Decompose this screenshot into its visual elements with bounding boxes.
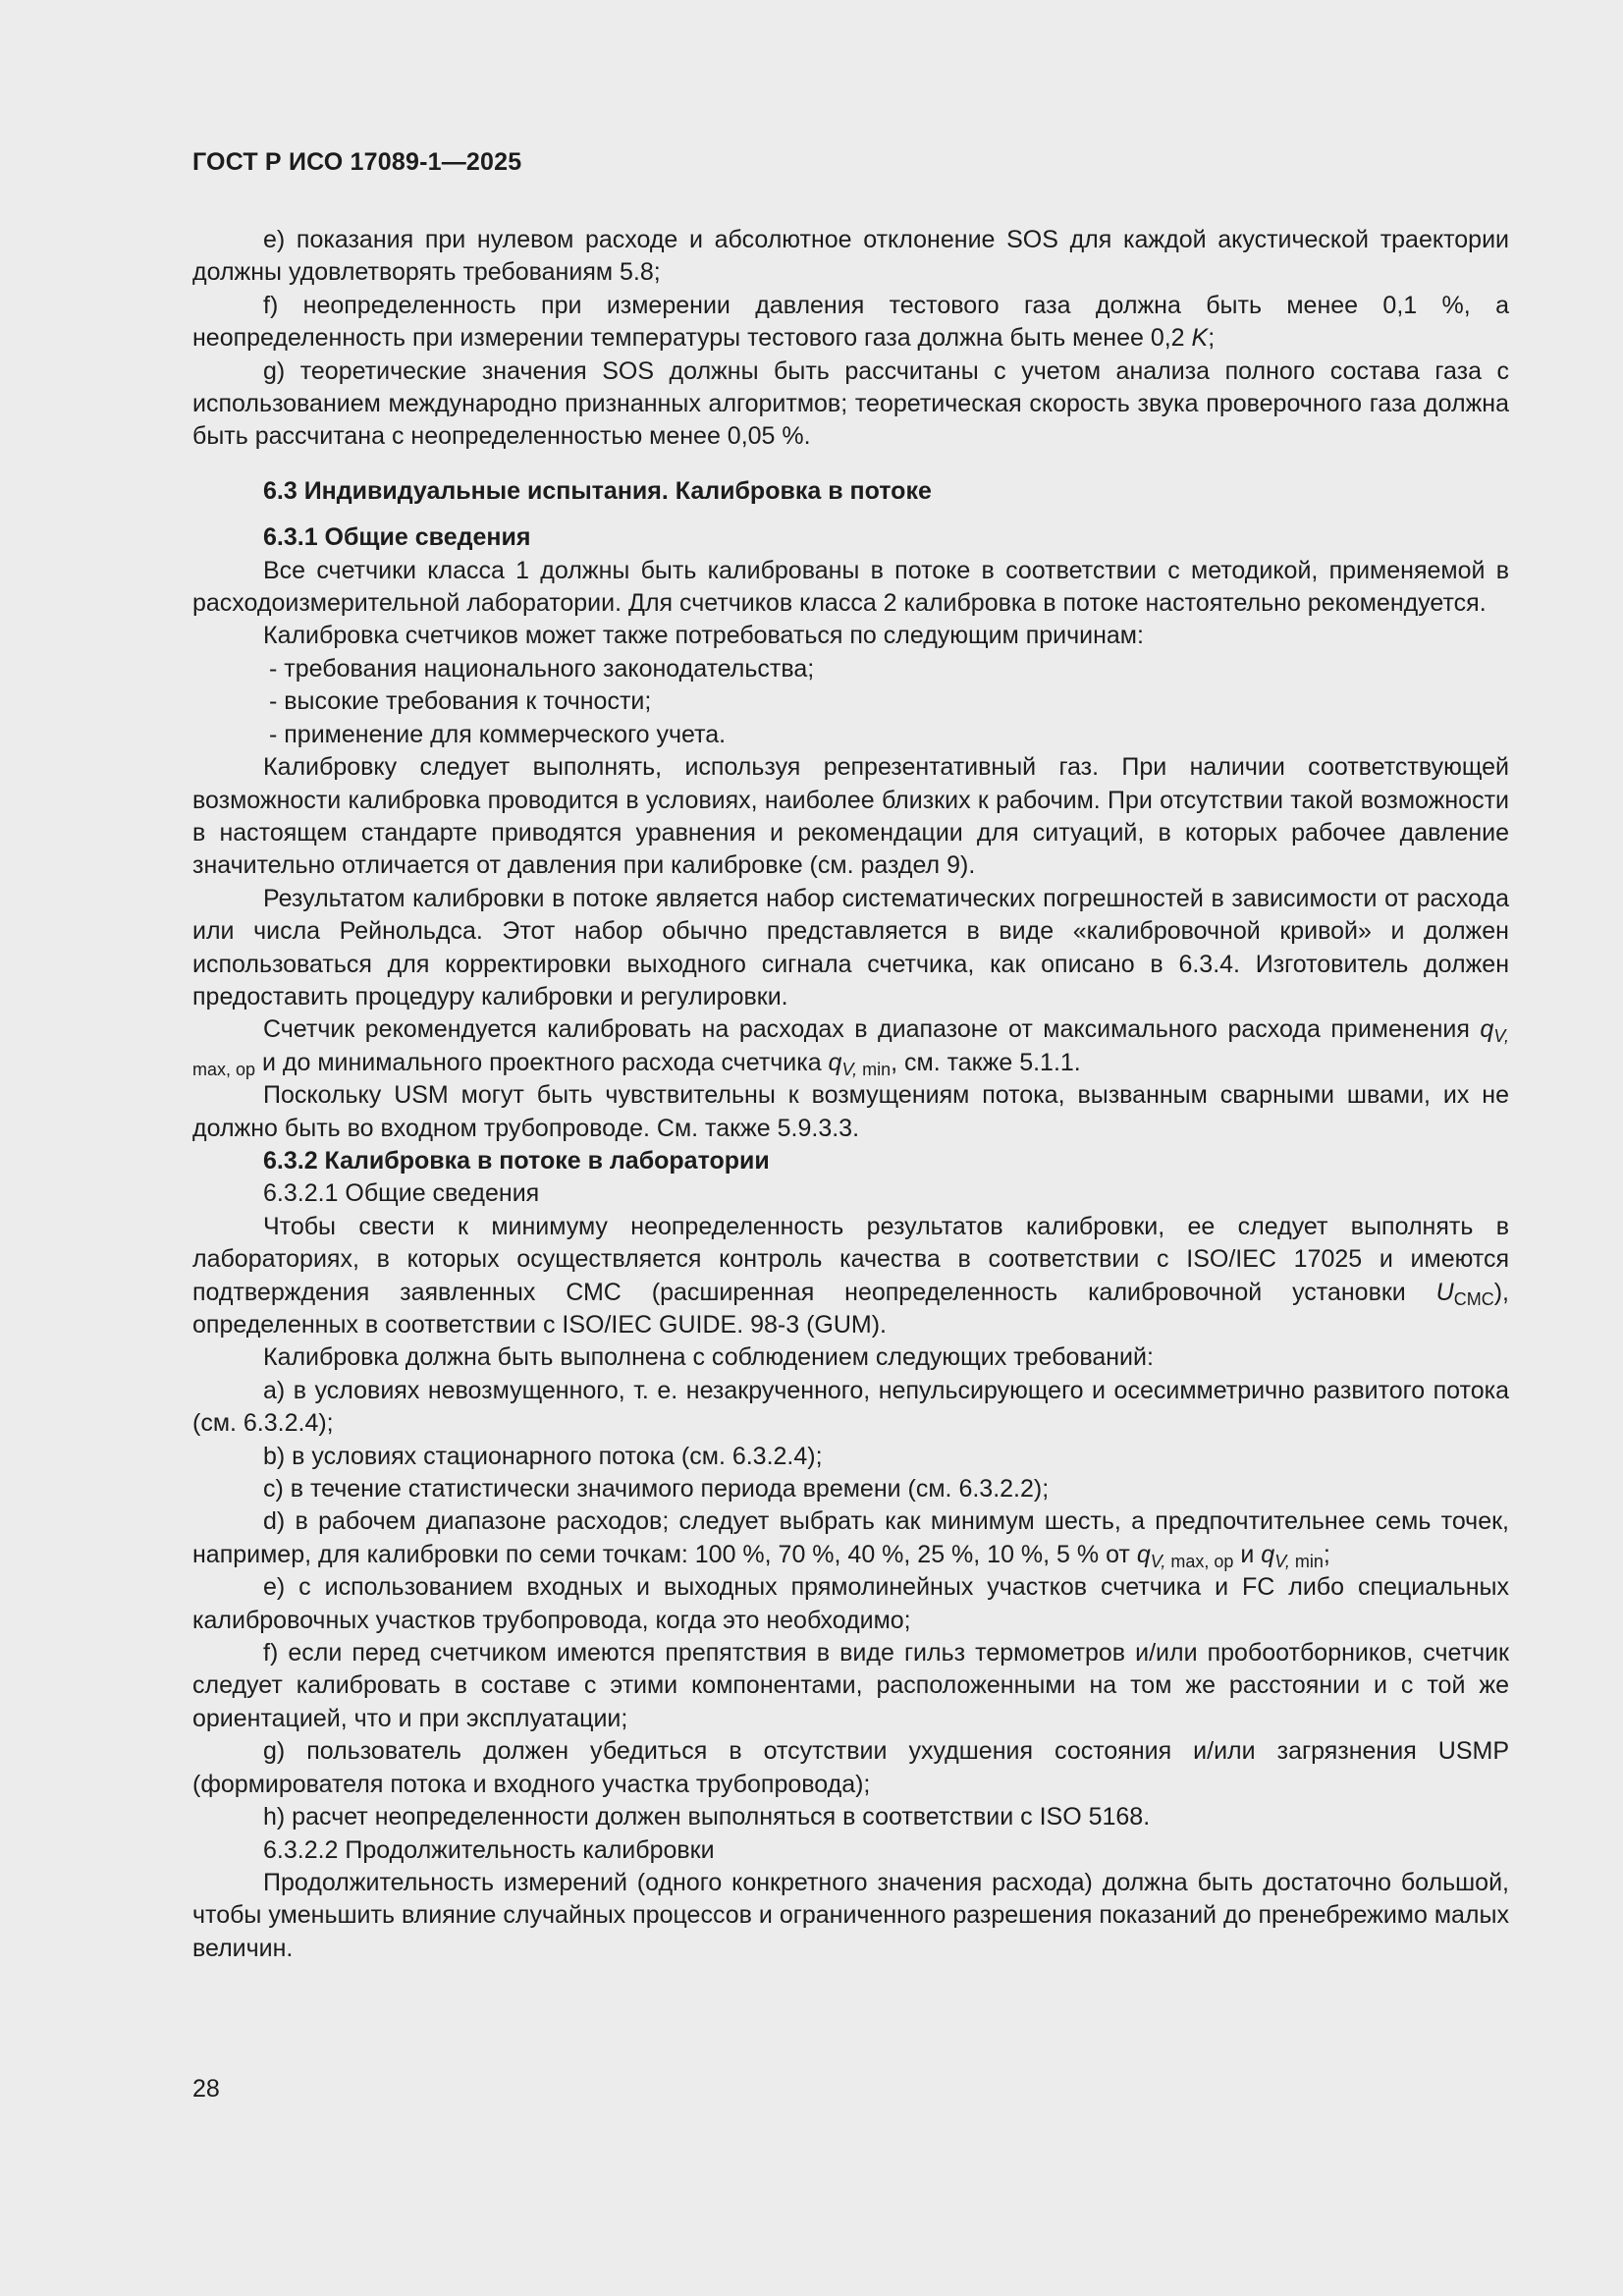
requirement-b: b) в условиях стационарного потока (см. 6.3.2.4); [263, 1442, 823, 1470]
reason-item: - высокие требования к точности; [269, 687, 652, 716]
paragraph-all-meters: Все счетчики класса 1 должны быть калиброваны в потоке в соответствии с методикой, применяемой в расходоизмерительной лаборатории. Для счетчиков класса 2 калибровка в потоке настоятельно рекомендуется. [192, 556, 1509, 618]
section-heading-6-3-2-1: 6.3.2.1 Общие сведения [263, 1179, 540, 1208]
q-symbol: q [828, 1048, 842, 1076]
section-heading-6-3-1: 6.3.1 Общие сведения [263, 523, 531, 552]
q-symbol: q [1480, 1015, 1494, 1044]
requirement-d: d) в рабочем диапазоне расходов; следует выбрать как минимум шесть, а предпочтительнее семь точек, например, для калибровки по семи точкам: 100 %, 70 %, 40 %, 25 %, 10 %, 5 % от $q_{V, max, op}$ и $q_{V, min}$; [192, 1507, 1509, 1571]
paragraph-item-g: g) теоретические значения SOS должны быть рассчитаны с учетом анализа полного состава газа с использованием международно признанных алгоритмов; теоретическая скорость звука проверочного газа должна быть рассчитана с неопределенностью менее 0,05 %. [192, 356, 1509, 451]
paragraph-duration: Продолжительность измерений (одного конкретного значения расхода) должна быть достаточно большой, чтобы уменьшить влияние случайных процессов и ограниченного разрешения показаний до пренебрежимо малых величин. [192, 1868, 1509, 1962]
paragraph-minimize-uncertainty: Чтобы свести к минимуму неопределенность результатов калибровки, ее следует выполнять в лабораториях, в которых осуществляется контроль качества в соответствии с ISO/IEC 17025 и имеются подтверждения заявленных СМС (расширенная неопределенность калибровочной установки $U_{CMC}$), определенных в соответствии с ISO/IEC GUIDE. 98-3 (GUM). [192, 1212, 1509, 1339]
kelvin-symbol: K [1191, 324, 1209, 353]
item-f-end: ; [1208, 324, 1216, 353]
paragraph-requirements: Калибровка должна быть выполнена с соблюдением следующих требований: [263, 1343, 1154, 1372]
q-subscript-max-op: V, max, op [192, 1026, 1509, 1079]
paragraph-item-e: е) показания при нулевом расходе и абсолютное отклонение SOS для каждой акустической траектории должны удовлетворять требованиям 5.8; [192, 226, 1509, 287]
requirement-e: e) с использованием входных и выходных прямолинейных участков счетчика и FC либо специальных калибровочных участков трубопровода, когда это необходимо; [192, 1573, 1509, 1634]
page-body [192, 224, 1509, 1965]
reason-item: - применение для коммерческого учета. [269, 720, 727, 748]
requirement-a: a) в условиях невозмущенного, т. е. незакрученного, непульсирующего и осесимметрично развитого потока (см. 6.3.2.4); [192, 1376, 1509, 1438]
section-heading-6-3-2-2: 6.3.2.2 Продолжительность калибровки [263, 1835, 715, 1864]
q-subscript-max-op: V, max, op [1150, 1551, 1234, 1571]
requirement-g: g) пользователь должен убедиться в отсутствии ухудшения состояния и/или загрязнения USMP (формирователя потока и входного участка трубопровода); [192, 1737, 1509, 1798]
requirement-c: c) в течение статистически значимого периода времени (см. 6.3.2.2); [263, 1475, 1050, 1503]
requirement-h: h) расчет неопределенности должен выполняться в соответствии с ISO 5168. [263, 1803, 1151, 1831]
reason-item: - требования национального законодательства; [269, 654, 815, 683]
page-number: 28 [192, 2075, 220, 2103]
u-symbol: U [1435, 1278, 1454, 1306]
flow-range-text-a: Счетчик рекомендуется калибровать на расходах в диапазоне от максимального расхода применения [263, 1015, 1481, 1044]
q-subscript-min: V, min [841, 1059, 892, 1079]
flow-range-text-c: , см. также 5.1.1. [891, 1048, 1081, 1076]
flow-range-text-b: и до минимального проектного расхода счетчика [255, 1048, 829, 1076]
paragraph-flow-range [192, 1013, 1509, 1079]
paragraph-representative-gas: Калибровку следует выполнять, используя репрезентативный газ. При наличии соответствующей возможности калибровка проводится в условиях, наиболее близких к рабочим. При отсутствии такой возможности в настоящем стандарте приводятся уравнения и рекомендации для ситуаций, в которых рабочее давление значительно отличается от давления при калибровке (см. раздел 9). [192, 753, 1509, 880]
paragraph-reasons: Калибровка счетчиков может также потребоваться по следующим причинам: [263, 622, 1144, 650]
q-symbol: q [1136, 1540, 1151, 1568]
q-subscript-min: V, min [1274, 1551, 1324, 1571]
paragraph-calibration-result: Результатом калибровки в потоке является набор систематических погрешностей в зависимости от расхода или числа Рейнольдса. Этот набор обычно представляется в виде «калибровочной кривой» и должен использоваться для корректировки выходного сигнала счетчика, как описано в 6.3.4. Изготовитель должен предоставить процедуру калибровки и регулировки. [192, 884, 1509, 1011]
section-heading-6-3: 6.3 Индивидуальные испытания. Калибровка в потоке [263, 476, 932, 505]
requirement-f: f) если перед счетчиком имеются препятствия в виде гильз термометров и/или пробоотборников, счетчик следует калибровать в составе с этими компонентами, расположенными на том же расстоянии и с той же ориентацией, что и при эксплуатации; [192, 1639, 1509, 1732]
item-f-text: f) неопределенность при измерении давления тестового газа должна быть менее 0,1 %, а неопределенность при измерении температуры тестового газа должна быть менее 0,2 [192, 291, 1509, 353]
paragraph-usm-disturbance: Поскольку USM могут быть чувствительны к возмущениям потока, вызванным сварными швами, их не должно быть во входном трубопроводе. См. также 5.9.3.3. [192, 1081, 1509, 1142]
u-subscript-cmc: CMC [1453, 1288, 1494, 1309]
q-symbol: q [1261, 1540, 1275, 1568]
document-header: ГОСТ Р ИСО 17089-1—2025 [192, 148, 522, 176]
section-heading-6-3-2: 6.3.2 Калибровка в потоке в лаборатории [263, 1146, 770, 1175]
paragraph-item-f [192, 290, 1509, 355]
